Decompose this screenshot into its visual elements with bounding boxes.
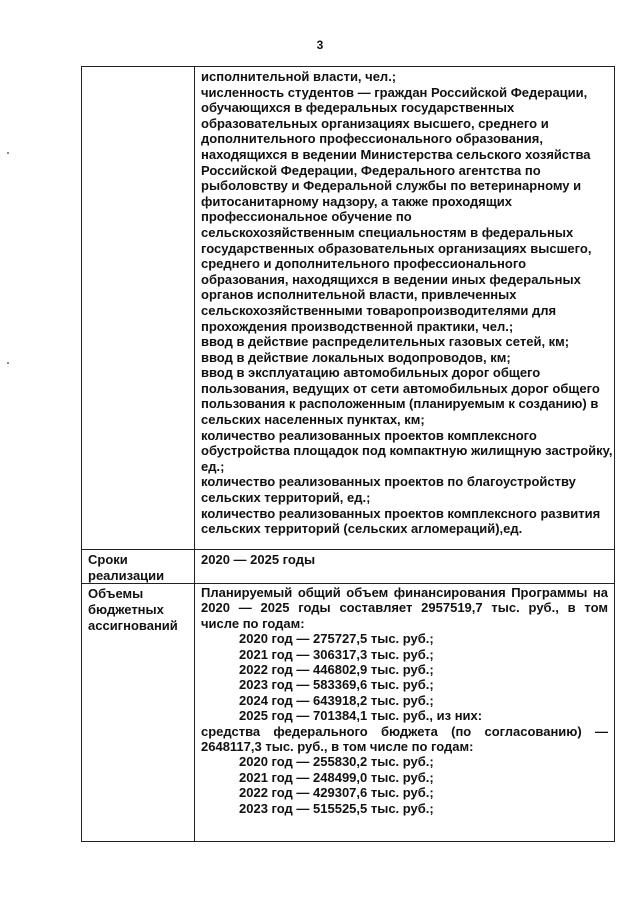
indicator-line: количество реализованных проектов по благоустройству [201, 474, 576, 490]
indicator-line: профессиональное обучение по [201, 209, 412, 225]
indicator-line: ед.; [201, 458, 225, 474]
indicator-line: дополнительного профессионального образования, [201, 131, 543, 147]
indicator-line: ввод в действие локальных водопроводов, км; [201, 349, 511, 365]
indicator-line: пользования, ведущих от сети автомобильных дорог общего [201, 380, 600, 396]
total-year-line: 2024 год — 643918,2 тыс. руб.; [239, 692, 434, 708]
indicator-line: Российской Федерации, Федерального агентства по [201, 162, 541, 178]
indicator-line: фитосанитарному надзору, а также проходящих [201, 193, 513, 209]
financing-cell [201, 585, 608, 816]
indicator-line: сельских территорий, ед.; [201, 490, 371, 506]
indicator-line: исполнительной власти, чел.; [201, 69, 397, 84]
scan-margin-mark [7, 362, 9, 364]
financing-intro-line: Планируемый общий объем финансирования Программы на [201, 585, 608, 600]
indicator-line: сельскохозяйственными товаропроизводителями для [201, 302, 557, 318]
indicator-line: среднего и дополнительного профессионального [201, 256, 527, 272]
indicator-line: количество реализованных проектов комплексного развития [201, 505, 601, 521]
indicator-line: находящихся в ведении Министерства сельского хозяйства [201, 146, 591, 162]
page-number: 3 [316, 38, 324, 52]
federal-year-line: 2022 год — 429307,6 тыс. руб.; [239, 785, 434, 801]
indicator-line: численность студентов — граждан Российской Федерации, [201, 84, 588, 100]
indicator-line: обучающихся в федеральных государственных [201, 100, 515, 116]
column-divider [194, 67, 195, 841]
period-label: Сроки реализации [88, 552, 165, 583]
federal-year-line: 2020 год — 255830,2 тыс. руб.; [239, 754, 434, 770]
federal-year-line: 2021 год — 248499,0 тыс. руб.; [239, 769, 434, 785]
indicator-line: сельских населенных пунктах, км; [201, 412, 425, 428]
indicator-line: ввод в действие распределительных газовых сетей, км; [201, 334, 570, 350]
indicator-line: образования, находящихся в ведении иных федеральных [201, 271, 581, 287]
federal-year-line: 2023 год — 515525,5 тыс. руб.; [239, 800, 434, 816]
indicator-line: государственных образовательных организациях высшего, [201, 240, 592, 256]
indicator-line: ввод в эксплуатацию автомобильных дорог общего [201, 365, 541, 381]
federal-budget-line: 2648117,3 тыс. руб., в том числе по годам: [201, 739, 474, 755]
indicator-line: рыболовству и Федеральной службы по ветеринарному и [201, 178, 582, 194]
financing-intro-line: 2020 — 2025 годы составляет 2957519,7 тыс. руб., в том [201, 600, 608, 616]
total-year-line: 2023 год — 583369,6 тыс. руб.; [239, 677, 434, 693]
indicator-line: органов исполнительной власти, привлеченных [201, 287, 517, 303]
indicator-line: пользования к расположенным (планируемым к созданию) в [201, 396, 599, 412]
total-year-line: 2025 год — 701384,1 тыс. руб., из них: [239, 708, 483, 724]
indicator-line: количество реализованных проектов комплексного [201, 427, 537, 443]
indicator-line: образовательных организациях высшего, среднего и [201, 115, 549, 131]
total-year-line: 2022 год — 446802,9 тыс. руб.; [239, 662, 434, 678]
federal-budget-line: средства федерального бюджета (по согласованию) — [201, 723, 608, 739]
row-divider [82, 549, 614, 550]
indicator-line: обустройства площадок под компактную жилищную застройку, [201, 443, 613, 459]
indicator-line: сельскохозяйственным специальностям в федеральных [201, 224, 574, 240]
period-value: 2020 — 2025 годы [201, 552, 316, 567]
total-year-line: 2020 год — 275727,5 тыс. руб.; [239, 631, 434, 647]
indicators-cell [201, 69, 613, 537]
passport-table [81, 66, 615, 842]
indicator-line: прохождения производственной практики, чел.; [201, 318, 514, 334]
financing-label: Объемы бюджетных ассигнований [88, 586, 178, 633]
financing-intro-line: числе по годам: [201, 615, 305, 631]
total-year-line: 2021 год — 306317,3 тыс. руб.; [239, 646, 434, 662]
scan-margin-mark [7, 152, 9, 154]
indicator-line: сельских территорий (сельских агломераций),ед. [201, 521, 523, 537]
